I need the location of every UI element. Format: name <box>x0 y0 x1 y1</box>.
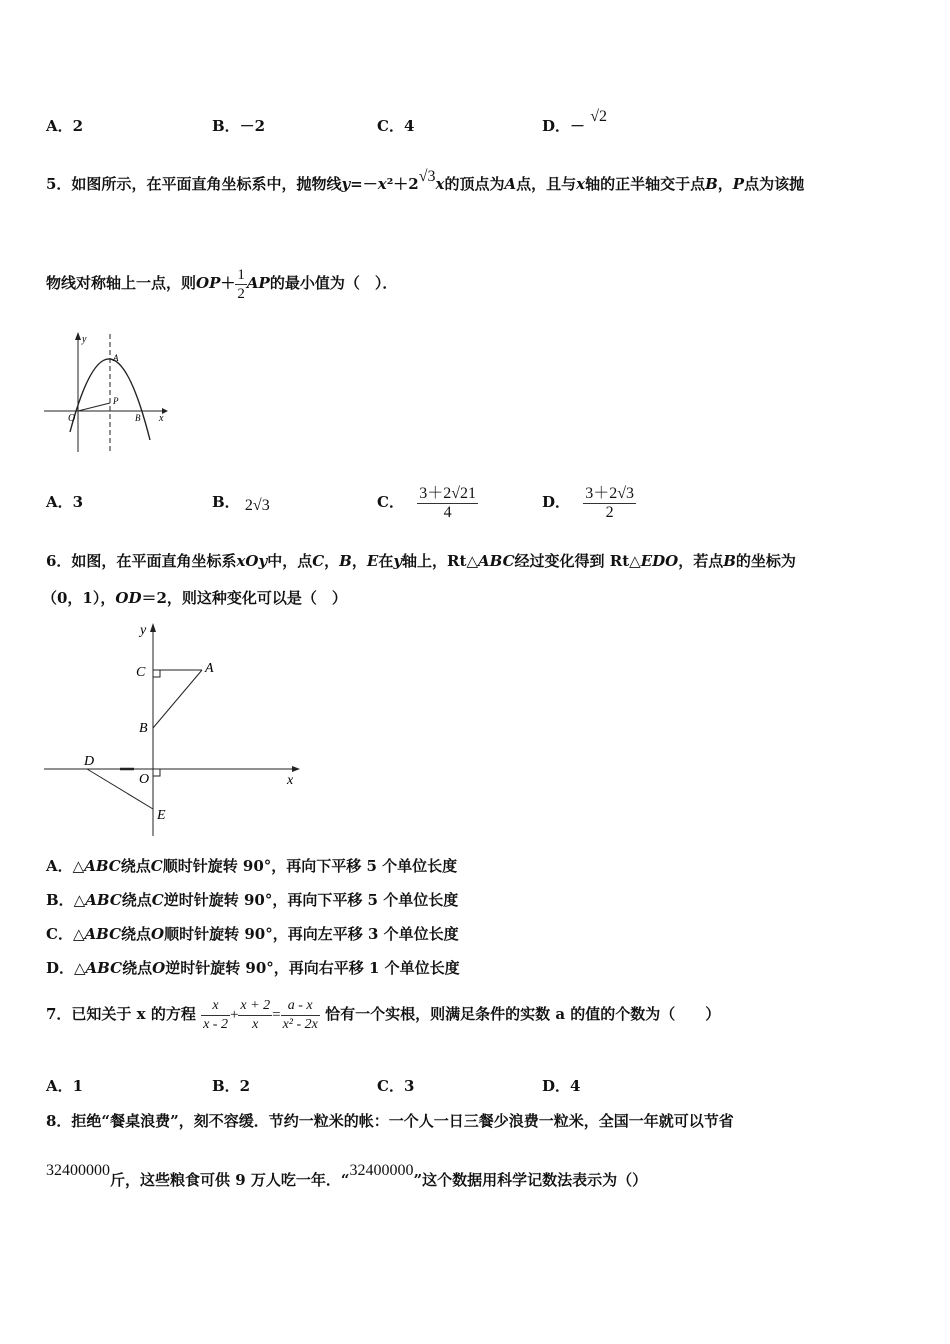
q6-opt-mid: 绕点 <box>121 891 152 909</box>
q5-point-b: B <box>705 175 718 193</box>
q8-stem-line2 <box>46 1162 647 1198</box>
q6-text: 中，点 <box>267 552 313 570</box>
q6-opt-post: 逆时针旋转 90°，再向下平移 5 个单位长度 <box>163 891 459 909</box>
q6-point-b: B <box>723 552 736 570</box>
q6-opt-pre: D．△ <box>46 959 86 977</box>
q6-opt-mid: 绕点 <box>120 857 151 875</box>
q7-text: 恰有一个实根，则满足条件的实数 a 的值的个数为（ ） <box>325 1005 721 1023</box>
q8-number-1: 32400000 <box>46 1162 110 1179</box>
q5-frac-num: 1 <box>237 266 245 283</box>
q6-text: ， <box>351 552 367 570</box>
q6-fig-c: C <box>136 665 146 680</box>
q5-text: 点，且与 <box>516 175 577 193</box>
q6-opt-pt: C <box>150 857 163 875</box>
q7-f3-num: a - x <box>281 997 320 1016</box>
q6-opt-tri: ABC <box>85 891 122 909</box>
q6-axis-y: y <box>393 552 403 570</box>
q5-option-c-den: 4 <box>443 503 452 521</box>
q5-plus: ＋ <box>220 274 236 292</box>
q6-stem-line1 <box>46 551 796 571</box>
q5-text: 轴的正半轴交于点 <box>585 175 706 193</box>
q4-option-d-label: D．－ <box>542 117 586 135</box>
q5-parabola-figure <box>42 328 172 454</box>
q6-opt-pre: C．△ <box>46 925 85 943</box>
q7-fraction-2 <box>238 997 272 1034</box>
q6-text: 6．如图，在平面直角坐标系 <box>46 552 237 570</box>
q6-opt-mid: 绕点 <box>122 959 153 977</box>
q6-opt-mid: 绕点 <box>121 925 152 943</box>
q6-text: 的坐标为 <box>735 552 796 570</box>
q6-option-a <box>46 856 457 876</box>
q6-opt-post: 顺时针旋转 90°，再向左平移 3 个单位长度 <box>164 925 459 943</box>
q5-y-arrow <box>75 332 81 340</box>
q6-text: ，若点 <box>678 552 724 570</box>
q7-f2-num: x + 2 <box>238 997 272 1016</box>
q5-eq-sq: ²＋2 <box>386 175 419 193</box>
q5-option-b <box>212 492 270 513</box>
q6-opt-pt: O <box>151 925 165 943</box>
q6-fig-d: D <box>84 754 95 769</box>
q6-opt-post: 逆时针旋转 90°，再向右平移 1 个单位长度 <box>165 959 460 977</box>
q6-text: 在 <box>378 552 394 570</box>
q5-option-c-label: C． <box>377 493 404 511</box>
q5-point-a: A <box>504 175 517 193</box>
q4-option-c: C．4 <box>377 117 415 135</box>
q6-opt-pre: A．△ <box>46 857 85 875</box>
q6-xoy: xOy <box>236 552 268 570</box>
q7-option-d: D．4 <box>542 1077 581 1095</box>
q7-fraction-1 <box>201 997 230 1034</box>
q8-number-2: 32400000 <box>349 1162 414 1179</box>
q6-fig-o: O <box>139 772 150 787</box>
q5-eq-x2: x <box>435 175 445 193</box>
q4-option-d <box>542 108 608 137</box>
q6-fig-e: E <box>157 808 166 823</box>
q6-triangle-abc: ABC <box>477 552 515 570</box>
q5-eq-rad: √3 <box>418 168 436 185</box>
q7-text: 7．已知关于 x 的方程 <box>46 1005 196 1023</box>
q5-fig-y: y <box>82 334 87 345</box>
q6-opt-post: 顺时针旋转 90°，再向下平移 5 个单位长度 <box>162 857 458 875</box>
q6-text: ， <box>324 552 340 570</box>
q5-text: 点为该抛 <box>744 175 805 193</box>
q5-segment-op <box>78 403 110 411</box>
q5-eq-x: x <box>377 175 387 193</box>
q5-text: 物线对称轴上一点，则 <box>46 274 197 292</box>
q5-option-b-math: 2√3 <box>244 497 270 514</box>
q5-option-d-den: 2 <box>605 503 614 521</box>
q5-op: OP <box>196 274 221 292</box>
q5-frac-den: 2 <box>237 285 245 302</box>
q6-point-e: E <box>366 552 379 570</box>
q6-x-arrow <box>292 766 300 772</box>
q5-option-d-fraction <box>583 485 636 522</box>
q5-axis-x: x <box>576 175 586 193</box>
q7-f3-den: x² - 2x <box>282 1016 318 1032</box>
q8-text: 斤，这些粮食可供 9 万人吃一年．“ <box>110 1171 350 1189</box>
q5-half-fraction <box>235 266 247 303</box>
q8-stem-line1: 8．拒绝“餐桌浪费”，刻不容缓．节约一粒米的帐：一个人一日三餐少浪费一粒米，全国一年就可以节省 <box>46 1112 734 1130</box>
q5-eq-y: y <box>341 175 351 193</box>
q7-equals: = <box>272 1007 281 1023</box>
q5-text: 的最小值为（ ）． <box>269 274 398 292</box>
q6-opt-tri: ABC <box>85 959 123 977</box>
q6-opt-tri: ABC <box>84 857 121 875</box>
q6-segment-ab <box>153 670 202 728</box>
q6-triangle-edo: EDO <box>640 552 679 570</box>
q7-fraction-3 <box>281 997 320 1034</box>
q6-point-b: B <box>339 552 352 570</box>
q5-option-b-label: B． <box>212 493 240 511</box>
q6-opt-pre: B．△ <box>46 891 86 909</box>
q6-option-d <box>46 958 460 978</box>
q5-text: ， <box>717 175 733 193</box>
q7-f1-num: x <box>201 997 230 1016</box>
q6-point-c: C <box>312 552 325 570</box>
q6-fig-a: A <box>205 661 214 676</box>
q5-stem-line2 <box>46 262 397 304</box>
q6-text: ＝2，则这种变化可以是（ ） <box>141 589 347 607</box>
q5-text: 的顶点为 <box>444 175 505 193</box>
q6-opt-pt: O <box>152 959 166 977</box>
q7-f2-den: x <box>252 1016 259 1032</box>
q6-y-arrow <box>150 623 156 632</box>
q5-text: 5．如图所示，在平面直角坐标系中，抛物线 <box>46 175 342 193</box>
q5-option-c <box>377 472 478 532</box>
q6-opt-pt: C <box>151 891 164 909</box>
q5-option-d-num: 3＋2√3 <box>585 484 635 502</box>
q7-stem <box>46 992 720 1036</box>
q6-text: （0，1）， <box>42 589 116 607</box>
q5-point-p: P <box>732 175 745 193</box>
q6-fig-x: x <box>287 773 294 788</box>
q6-option-b <box>46 890 458 910</box>
q5-option-d <box>542 472 636 532</box>
q5-fig-o: O <box>68 413 76 424</box>
q5-ap: AP <box>246 274 270 292</box>
q5-option-c-num: 3＋2√21 <box>419 484 476 502</box>
q6-text: 轴上，Rt△ <box>402 552 478 570</box>
q4-option-d-math: √2 <box>590 108 608 125</box>
q5-option-d-label: D． <box>542 493 571 511</box>
q6-fig-y: y <box>140 623 147 638</box>
q6-triangle-figure <box>42 616 306 838</box>
q5-fig-p: P <box>113 396 119 406</box>
q6-right-angle-o <box>153 769 160 776</box>
q7-option-b: B．2 <box>212 1077 251 1095</box>
q5-stem-line1 <box>46 168 805 195</box>
q6-od: OD <box>115 589 142 607</box>
q7-option-a: A．1 <box>46 1077 84 1095</box>
q5-option-a: A．3 <box>46 493 84 511</box>
q8-text: ”这个数据用科学记数法表示为（） <box>413 1171 648 1189</box>
q5-fig-x: x <box>159 413 164 424</box>
q4-option-b: B．－2 <box>212 117 266 135</box>
q5-fig-a: A <box>113 353 119 363</box>
q6-opt-tri: ABC <box>84 925 122 943</box>
q5-fig-b: B <box>135 413 141 423</box>
q6-stem-line2 <box>42 588 347 608</box>
q5-eq-op: =－ <box>350 175 378 193</box>
q6-fig-b: B <box>139 721 148 736</box>
q7-f1-den: x - 2 <box>203 1016 228 1032</box>
q5-option-c-fraction <box>417 485 478 522</box>
q6-text: 经过变化得到 Rt△ <box>514 552 641 570</box>
q7-plus: + <box>229 1007 239 1023</box>
q6-option-c <box>46 924 459 944</box>
q7-option-c: C．3 <box>377 1077 415 1095</box>
q4-option-a: A．2 <box>46 117 84 135</box>
q6-right-angle-c <box>153 670 160 677</box>
